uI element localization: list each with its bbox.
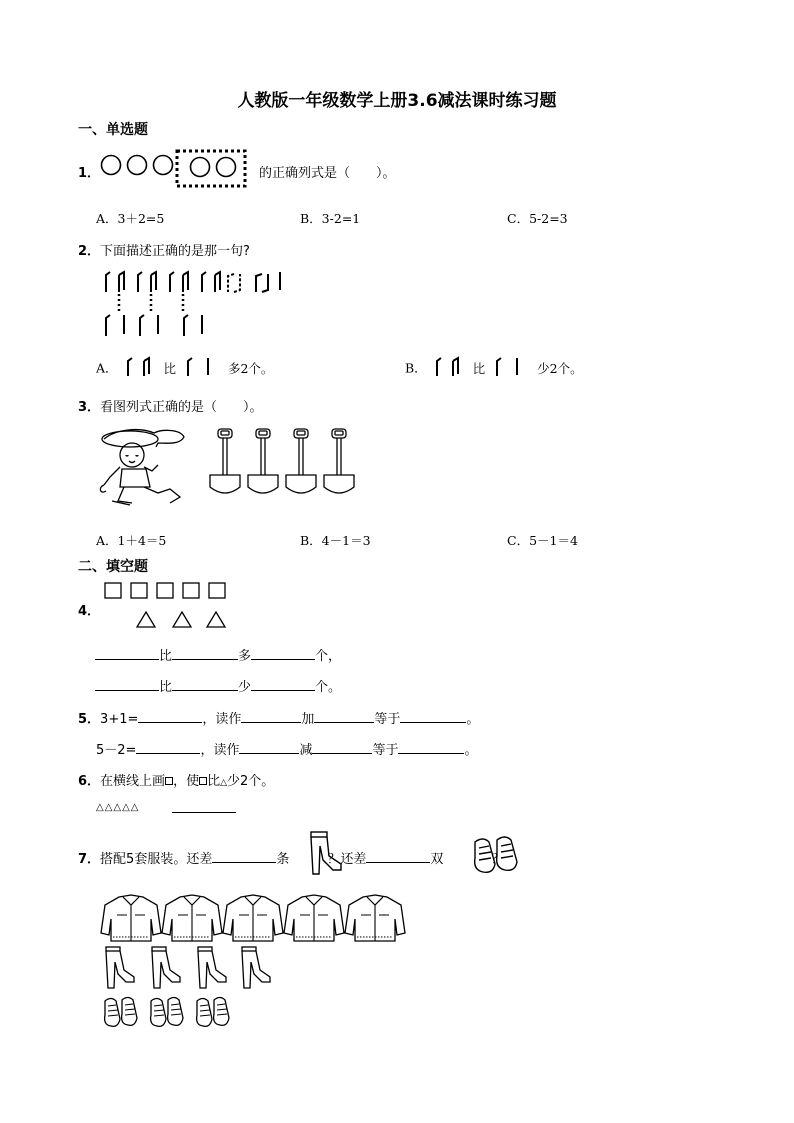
answer-blank[interactable] bbox=[312, 741, 372, 754]
q7-text: 双 bbox=[430, 852, 444, 867]
bracket-icon bbox=[183, 272, 188, 292]
bracket-icon bbox=[138, 272, 142, 292]
shovels-figure bbox=[208, 427, 358, 499]
bracket-open-icon bbox=[186, 356, 218, 378]
answer-blank[interactable] bbox=[138, 710, 202, 723]
circles-figure bbox=[100, 150, 250, 190]
q4-line-2 bbox=[95, 676, 341, 695]
section-title-single-choice: 一、单选题 bbox=[78, 122, 148, 138]
q6-text: 比 bbox=[207, 774, 221, 789]
q1-option-a[interactable]: A．3＋2=5 bbox=[96, 211, 165, 226]
answer-blank[interactable] bbox=[241, 710, 301, 723]
answer-blank[interactable] bbox=[251, 647, 315, 660]
pants-icon bbox=[198, 947, 226, 988]
q4-word: 比 bbox=[159, 649, 173, 664]
question-number: 3． bbox=[78, 400, 101, 415]
question-2 bbox=[78, 240, 250, 259]
answer-blank[interactable] bbox=[95, 678, 159, 691]
answer-blank[interactable] bbox=[172, 647, 238, 660]
squares-figure bbox=[104, 582, 228, 600]
q4-line-1 bbox=[95, 645, 341, 664]
q3-option-c[interactable]: C．5－1＝4 bbox=[507, 533, 578, 548]
question-number: 7． bbox=[78, 852, 101, 867]
q4-word: 个， bbox=[315, 649, 342, 664]
question-1-text: 的正确列式是（ ）。 bbox=[259, 166, 396, 181]
q2-option-b[interactable] bbox=[405, 358, 583, 380]
q4-word: 个。 bbox=[315, 680, 342, 695]
bracket-icon bbox=[151, 272, 156, 292]
bracket-icon bbox=[106, 315, 110, 336]
option-label: B． bbox=[405, 360, 427, 376]
bracket-icon bbox=[119, 272, 124, 292]
answer-blank[interactable] bbox=[172, 678, 238, 691]
square-icon bbox=[131, 583, 147, 598]
option-end: 多2个。 bbox=[227, 360, 274, 376]
jacket-icon bbox=[345, 895, 405, 941]
bracket-icon bbox=[106, 272, 110, 292]
pants-icon bbox=[305, 830, 347, 878]
question-3 bbox=[78, 396, 263, 415]
q5-word: 。 bbox=[464, 743, 478, 758]
question-2-text: 下面描述正确的是那一句? bbox=[100, 244, 250, 259]
shoes-figure bbox=[102, 994, 242, 1030]
question-3-text: 看图列式正确的是（ ）。 bbox=[100, 400, 263, 415]
square-icon bbox=[209, 583, 225, 598]
bracket-icon bbox=[256, 274, 268, 292]
answer-blank[interactable] bbox=[212, 850, 276, 863]
question-6 bbox=[78, 770, 274, 789]
option-mid: 比 bbox=[472, 360, 486, 376]
q7-text: ？还差 bbox=[327, 852, 367, 867]
answer-blank[interactable] bbox=[398, 741, 464, 754]
square-icon bbox=[105, 583, 121, 598]
question-number: 5． bbox=[78, 712, 101, 727]
circle-icon bbox=[154, 156, 173, 175]
triangle-icon bbox=[137, 612, 155, 627]
question-5-line-1 bbox=[78, 708, 479, 727]
shoes-icon bbox=[197, 998, 229, 1027]
q3-option-b[interactable]: B．4－1＝3 bbox=[300, 533, 371, 548]
page-title: 人教版一年级数学上册3.6减法课时练习题 bbox=[237, 91, 557, 111]
bracket-icon bbox=[228, 274, 240, 292]
triangle-icon bbox=[207, 612, 225, 627]
square-icon bbox=[157, 583, 173, 598]
bracket-icon bbox=[184, 315, 188, 336]
answer-blank[interactable] bbox=[400, 710, 466, 723]
bracket-icon bbox=[215, 272, 220, 292]
pants-icon bbox=[152, 947, 180, 988]
q6-text: 少2个。 bbox=[227, 774, 275, 789]
small-square-icon bbox=[199, 777, 207, 785]
circle-icon bbox=[217, 158, 236, 177]
q5-word: 。 bbox=[466, 712, 480, 727]
bracket-pair-icon bbox=[435, 356, 467, 378]
bracket-icon bbox=[140, 315, 144, 336]
pants-icon bbox=[106, 947, 134, 988]
bracket-pair-icon bbox=[126, 356, 158, 378]
shovel-icon bbox=[324, 429, 354, 493]
q5-word: 等于 bbox=[374, 712, 401, 727]
jacket-icon bbox=[223, 895, 283, 941]
small-triangle-icon: △ bbox=[220, 778, 228, 788]
jacket-icon bbox=[162, 895, 222, 941]
section-title-fill-blank: 二、填空题 bbox=[78, 559, 148, 575]
q6-text: 在横线上画 bbox=[100, 774, 166, 789]
q5-word: ，读作 bbox=[202, 712, 242, 727]
square-icon bbox=[183, 583, 199, 598]
shoes-icon bbox=[151, 998, 183, 1027]
triangles-figure bbox=[136, 611, 228, 629]
question-number: 6． bbox=[78, 774, 101, 789]
triangle-icon bbox=[173, 612, 191, 627]
q4-word: 多 bbox=[238, 649, 252, 664]
circle-icon bbox=[102, 156, 121, 175]
shovel-icon bbox=[210, 429, 240, 493]
brackets-figure bbox=[104, 270, 294, 340]
option-label: A． bbox=[96, 360, 118, 376]
question-7 bbox=[78, 848, 504, 867]
q5-word: 等于 bbox=[372, 743, 399, 758]
shovel-icon bbox=[248, 429, 278, 493]
q3-option-a[interactable]: A．1＋4＝5 bbox=[96, 533, 167, 548]
boy-with-shovel-icon bbox=[96, 425, 196, 510]
pants-icon bbox=[242, 947, 270, 988]
q7-text: 搭配5套服装。还差 bbox=[100, 852, 213, 867]
q5-word: 加 bbox=[301, 712, 315, 727]
bracket-open-icon bbox=[495, 356, 527, 378]
jacket-icon bbox=[101, 895, 161, 941]
q5-expression: 3+1= bbox=[100, 712, 139, 727]
q6-text: ，使 bbox=[173, 774, 200, 789]
q4-word: 比 bbox=[159, 680, 173, 695]
q4-word: 少 bbox=[238, 680, 252, 695]
bracket-icon bbox=[170, 272, 174, 292]
q7-text: 条 bbox=[276, 852, 290, 867]
shoes-icon bbox=[471, 834, 521, 876]
question-number: 2． bbox=[78, 244, 101, 259]
q6-answer-blank[interactable] bbox=[172, 812, 236, 813]
circle-icon bbox=[191, 158, 210, 177]
circle-icon bbox=[128, 156, 147, 175]
q5-word: ，读作 bbox=[200, 743, 240, 758]
option-end: 少2个。 bbox=[537, 360, 583, 376]
question-5-line-2 bbox=[96, 739, 478, 758]
question-4 bbox=[78, 600, 100, 619]
answer-blank[interactable] bbox=[95, 647, 159, 660]
question-number: 1． bbox=[78, 166, 101, 181]
q5-word: 减 bbox=[299, 743, 313, 758]
question-1 bbox=[78, 162, 100, 181]
answer-blank[interactable] bbox=[136, 741, 200, 754]
q1-option-b[interactable]: B．3-2=1 bbox=[300, 211, 361, 226]
q1-option-c[interactable]: C．5-2=3 bbox=[507, 211, 568, 226]
pants-figure bbox=[104, 946, 280, 992]
answer-blank[interactable] bbox=[366, 850, 430, 863]
q5-expression: 5－2= bbox=[96, 743, 137, 758]
bracket-icon bbox=[202, 272, 206, 292]
question-number: 4． bbox=[78, 604, 101, 619]
answer-blank[interactable] bbox=[314, 710, 374, 723]
jacket-icon bbox=[284, 895, 344, 941]
q2-option-a[interactable] bbox=[96, 358, 273, 380]
q7-text: ？ bbox=[491, 852, 505, 867]
option-mid: 比 bbox=[163, 360, 177, 376]
jackets-figure bbox=[100, 892, 410, 944]
answer-blank[interactable] bbox=[251, 678, 315, 691]
answer-blank[interactable] bbox=[239, 741, 299, 754]
small-square-icon bbox=[165, 777, 173, 785]
shovel-icon bbox=[286, 429, 316, 493]
shoes-icon bbox=[105, 998, 137, 1027]
q6-triangles: △△△△△ bbox=[96, 802, 140, 813]
